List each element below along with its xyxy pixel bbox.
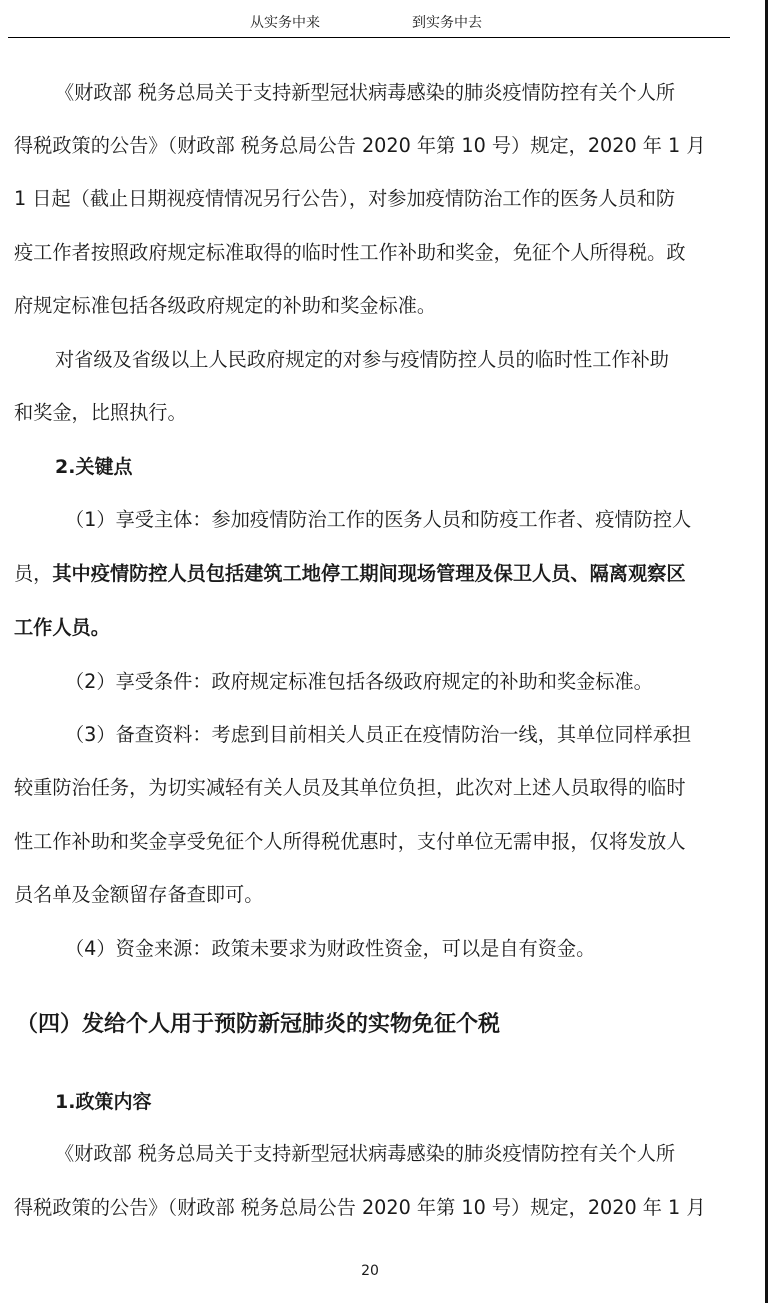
key-point-4: （4）资金来源：政策未要求为财政性资金，可以是自有资金。 <box>65 937 596 960</box>
text-line: 得税政策的公告》（财政部 税务总局公告 2020 年第 10 号）规定，2020 年 1 月 <box>14 1196 706 1219</box>
text-line: 对省级及省级以上人民政府规定的对参与疫情防控人员的临时性工作补助 <box>55 348 669 371</box>
policy-content-heading: 1.政策内容 <box>55 1091 152 1113</box>
text-line: （3）备查资料：考虑到目前相关人员正在疫情防治一线，其单位同样承担 <box>65 723 692 746</box>
page-header <box>0 12 768 36</box>
key-point-2: （2）享受条件：政府规定标准包括各级政府规定的补助和奖金标准。 <box>65 670 653 693</box>
text-emphasis: 其中疫情防控人员包括建筑工地停工期间现场管理及保卫人员、隔离观察区 <box>52 562 686 585</box>
text-line: 和奖金，比照执行。 <box>14 401 187 424</box>
key-points-heading: 2.关键点 <box>55 456 133 478</box>
text-emphasis: 工作人员。 <box>14 616 110 639</box>
text-line: （1）享受主体：参加疫情防治工作的医务人员和防疫工作者、疫情防控人 <box>65 508 692 531</box>
page-number: 20 <box>361 1263 379 1279</box>
text-line: 1 日起（截止日期视疫情情况另行公告），对参加疫情防治工作的医务人员和防 <box>14 187 676 210</box>
header-left-text: 从实务中来 <box>250 15 320 31</box>
text-line: 较重防治任务，为切实减轻有关人员及其单位负担，此次对上述人员取得的临时 <box>14 776 686 799</box>
text-normal: 员， <box>14 562 53 585</box>
section-heading: （四）发给个人用于预防新冠肺炎的实物免征个税 <box>16 1012 501 1037</box>
text-line: 员名单及金额留存备查即可。 <box>14 883 264 906</box>
text-line: 《财政部 税务总局关于支持新型冠状病毒感染的肺炎疫情防控有关个人所 <box>55 1142 676 1165</box>
header-divider <box>8 37 730 38</box>
text-line: 得税政策的公告》（财政部 税务总局公告 2020 年第 10 号）规定，2020 年 1 月 <box>14 134 706 157</box>
text-line: 府规定标准包括各级政府规定的补助和奖金标准。 <box>14 294 437 317</box>
text-line: 疫工作者按照政府规定标准取得的临时性工作补助和奖金，免征个人所得税。政 <box>14 241 686 264</box>
text-line: 《财政部 税务总局关于支持新型冠状病毒感染的肺炎疫情防控有关个人所 <box>55 81 676 104</box>
text-line: 性工作补助和奖金享受免征个人所得税优惠时，支付单位无需申报，仅将发放人 <box>14 830 686 853</box>
header-right-text: 到实务中去 <box>412 15 482 31</box>
text-line <box>14 561 686 587</box>
